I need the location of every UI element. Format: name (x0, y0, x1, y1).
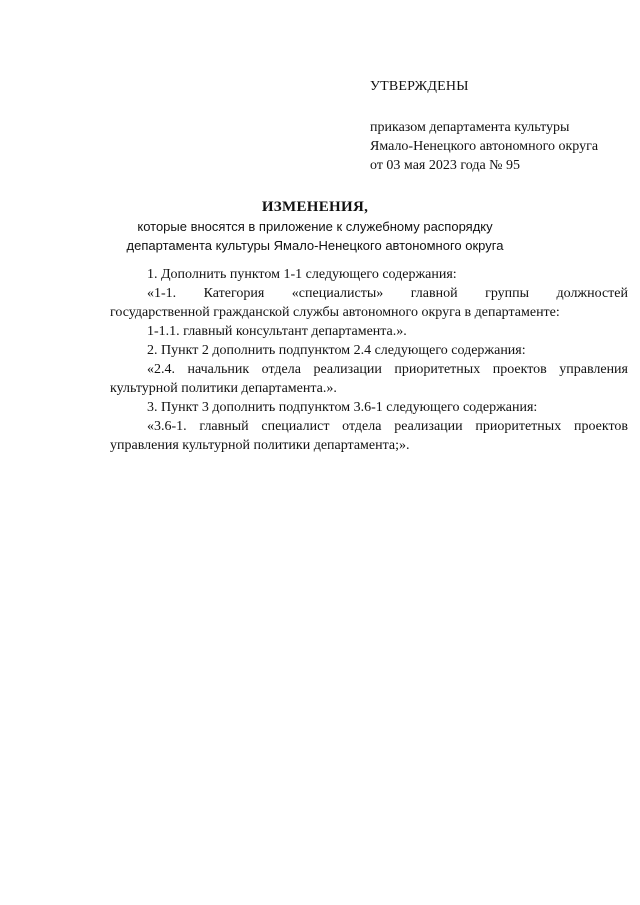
approval-block (370, 77, 630, 175)
item-2-quote-line-2: культурной политики департамента.». (110, 381, 337, 396)
item-1-intro: 1. Дополнить пунктом 1-1 следующего содержания: (147, 267, 457, 282)
approval-line-region: Ямало-Ненецкого автономного округа (370, 139, 599, 154)
document-body (110, 265, 628, 455)
item-3-quote-line-1: «3.6-1. главный специалист отдела реализации приоритетных проектов (147, 419, 628, 434)
approval-title: УТВЕРЖДЕНЫ (370, 79, 469, 94)
approval-line-order: приказом департамента культуры (370, 120, 570, 135)
item-3-quote-line-2: управления культурной политики департамента;». (110, 438, 410, 453)
item-2-intro: 2. Пункт 2 дополнить подпунктом 2.4 следующего содержания: (147, 343, 526, 358)
approval-line-date: от 03 мая 2023 года № 95 (370, 158, 521, 173)
document-subtitle-line-2: департамента культуры Ямало-Ненецкого автономного округа (126, 238, 504, 253)
item-1-quote-line-1: «1-1. Категория «специалисты» главной группы должностей (147, 286, 628, 301)
item-3-intro: 3. Пункт 3 дополнить подпунктом 3.6-1 следующего содержания: (147, 400, 538, 415)
item-2-quote-line-1: «2.4. начальник отдела реализации приоритетных проектов управления (147, 362, 628, 377)
document-heading (110, 198, 520, 255)
document-title: ИЗМЕНЕНИЯ, (261, 199, 369, 215)
document-subtitle-line-1: которые вносятся в приложение к служебному распорядку (137, 219, 493, 234)
item-1-quote-line-2: государственной гражданской службы автономного округа в департаменте: (110, 305, 560, 320)
item-1-subitem: 1-1.1. главный консультант департамента.». (147, 324, 407, 339)
